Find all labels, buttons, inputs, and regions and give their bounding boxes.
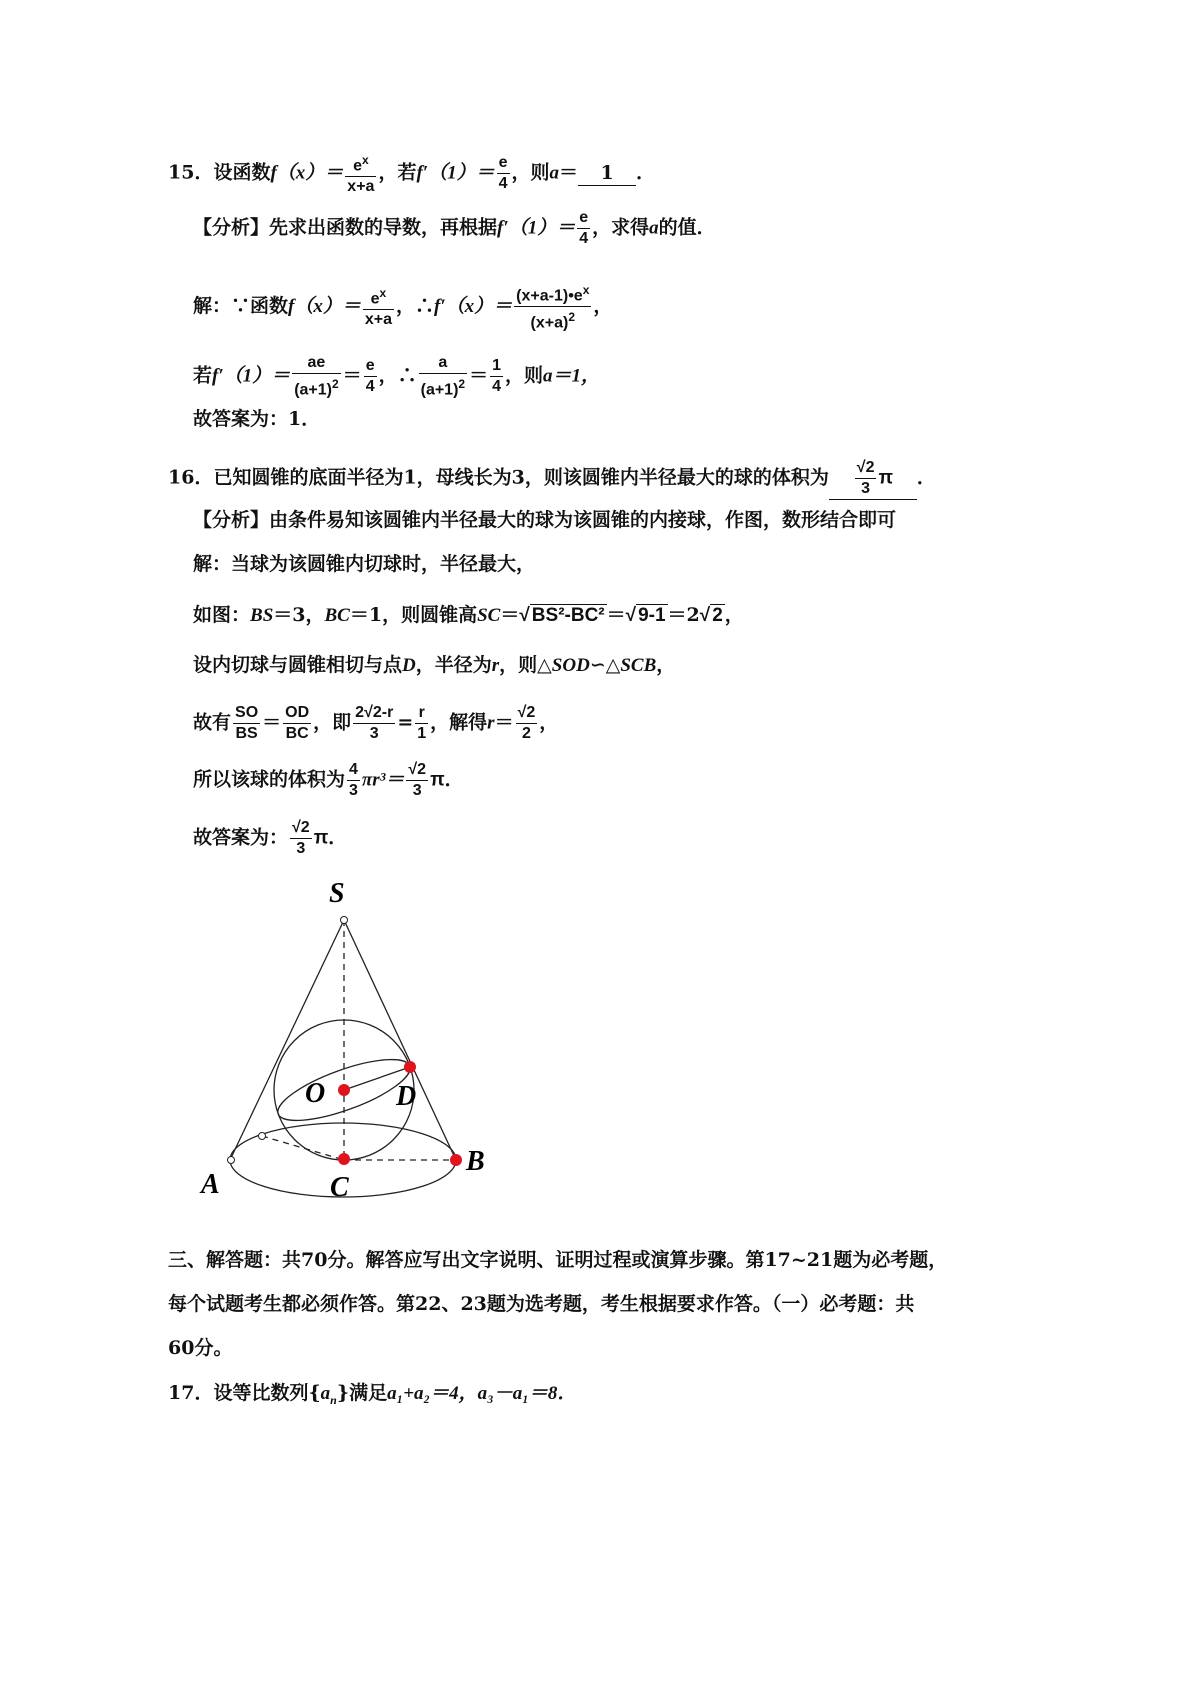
- q16-solution-line1: 解：当球为该圆锥内切球时，半径最大，: [193, 553, 536, 575]
- q15-line: 15．设函数f（x）＝ $\frac{e^x}{x+a}$ ，若f′（1）＝ $\frac{e}{4}$ ，则a＝ 1 ．: [168, 150, 655, 197]
- section3-line2: 每个试题考生都必须作答。第22、23题为选考题，考生根据要求作答。（一）必考题：共: [168, 1293, 915, 1315]
- point-d: [404, 1061, 416, 1073]
- point-c: [338, 1153, 350, 1165]
- q15-answer: 故答案为：1．: [193, 408, 321, 430]
- answer-blank: 1: [578, 161, 636, 186]
- analysis-tag: 【分析】: [193, 216, 270, 239]
- fraction: $\frac{√2}{2}$: [517, 704, 536, 742]
- q16-number: 16．: [168, 466, 214, 489]
- answer-blank: $\frac{√2}{3}$ π: [829, 458, 917, 500]
- fraction: $\frac{a}{(a+1)^2}$: [420, 354, 466, 399]
- fraction: $\frac{(x+a-1)•e^x}{(x+a)^2}$: [514, 280, 591, 334]
- square-root: √ 9-1: [625, 605, 666, 626]
- fraction: $\frac{r}{1}$: [417, 704, 427, 742]
- fraction: $\frac{2√2-r}{3}$: [355, 704, 394, 742]
- q17-number: 17．: [168, 1382, 214, 1404]
- point-b: [450, 1154, 462, 1166]
- q15-solution-line2: 若f′（1）＝ $\frac{ae}{(a+1)^2}$ ＝ $\frac{e}{4}$ ，∴ $\frac{a}{(a+1)^2}$ ＝ $\frac{1}{4}$ ，则a＝1，: [193, 354, 601, 399]
- q16-solution-line4: 故有 $\frac{SO}{BS}$ ＝ $\frac{OD}{BC}$ ，即 $\frac{2√2-r}{3}$ = $\frac{r}{1}$ ，解得r＝ $\frac{√2}{2}$ ，: [193, 704, 559, 742]
- q16-analysis: 【分析】由条件易知该圆锥内半径最大的球为该圆锥的内接球，作图，数形结合即可: [193, 509, 897, 531]
- label-c: C: [330, 1172, 349, 1203]
- q16-answer: 故答案为： $\frac{√2}{3}$ π．: [193, 819, 348, 857]
- fraction: $\frac{e^x}{x+a}$: [345, 150, 376, 197]
- point-a: [228, 1157, 235, 1164]
- apex-point: [341, 917, 348, 924]
- fraction: $\frac{√2}{3}$: [292, 819, 310, 857]
- section3-line3: 60分。: [168, 1337, 233, 1359]
- q16-solution-line2: 如图：BS＝3，BC＝1，则圆锥高SC＝√ BS²-BC² ＝√ 9-1 ＝2√ 2 ，: [193, 604, 744, 626]
- fraction: $\frac{√2}{3}$: [856, 459, 875, 497]
- q16-solution-line3: 设内切球与圆锥相切与点D，半径为r，则△SOD∽△SCB，: [193, 654, 676, 676]
- fraction: $\frac{e}{4}$: [365, 357, 375, 396]
- label-o: O: [305, 1078, 326, 1109]
- label-b: B: [466, 1146, 485, 1177]
- fraction: $\frac{e}{4}$: [579, 209, 589, 247]
- fraction: $\frac{√2}{3}$: [408, 761, 427, 799]
- q17-line: 17．设等比数列$\{a_n\}$满足a₁+a₂＝4，a₃－a₁＝8．: [168, 1382, 577, 1407]
- fraction: $\frac{1}{4}$: [492, 357, 502, 396]
- fraction: $\frac{4}{3}$: [349, 761, 358, 799]
- fraction: $\frac{SO}{BS}$: [235, 704, 259, 742]
- analysis-tag: 【分析】: [193, 509, 270, 531]
- q15-analysis: 【分析】先求出函数的导数，再根据f′（1）＝ $\frac{e}{4}$ ，求得a的值．: [193, 209, 716, 247]
- cone-sphere-figure: [190, 868, 530, 1208]
- tangent-point-left: [259, 1133, 266, 1140]
- label-a: A: [201, 1169, 220, 1200]
- fraction: $\frac{ae}{(a+1)^2}$: [294, 354, 339, 399]
- label-d: D: [396, 1081, 417, 1112]
- fraction: $\frac{e^x}{x+a}$: [363, 283, 394, 330]
- point-o: [338, 1084, 350, 1096]
- q15-number: 15．: [168, 161, 214, 184]
- fraction: $\frac{OD}{BC}$: [285, 704, 310, 742]
- cone-edge-left: [230, 920, 344, 1160]
- fraction: $\frac{e}{4}$: [498, 154, 508, 193]
- q16-solution-line5: 所以该球的体积为 $\frac{4}{3}$ πr³＝ $\frac{√2}{3}$ π．: [193, 761, 464, 799]
- square-root: √ BS²-BC²: [519, 605, 605, 626]
- section3-line1: 三、解答题：共70分。解答应写出文字说明、证明过程或演算步骤。第17~21题为必考题，: [168, 1249, 948, 1271]
- square-root: √ 2: [699, 605, 723, 626]
- dashed-chord: [262, 1136, 344, 1160]
- label-s: S: [329, 878, 345, 909]
- q15-solution-line1: 解：∵函数f（x）＝ $\frac{e^x}{x+a}$ ，∴f′（x）＝ $\frac{(x+a-1)•e^x}{(x+a)^2}$ ，: [193, 280, 612, 334]
- q16-line: 16．已知圆锥的底面半径为1，母线长为3，则该圆锥内半径最大的球的体积为 $\frac{√2}{3}$ π ．: [168, 458, 936, 500]
